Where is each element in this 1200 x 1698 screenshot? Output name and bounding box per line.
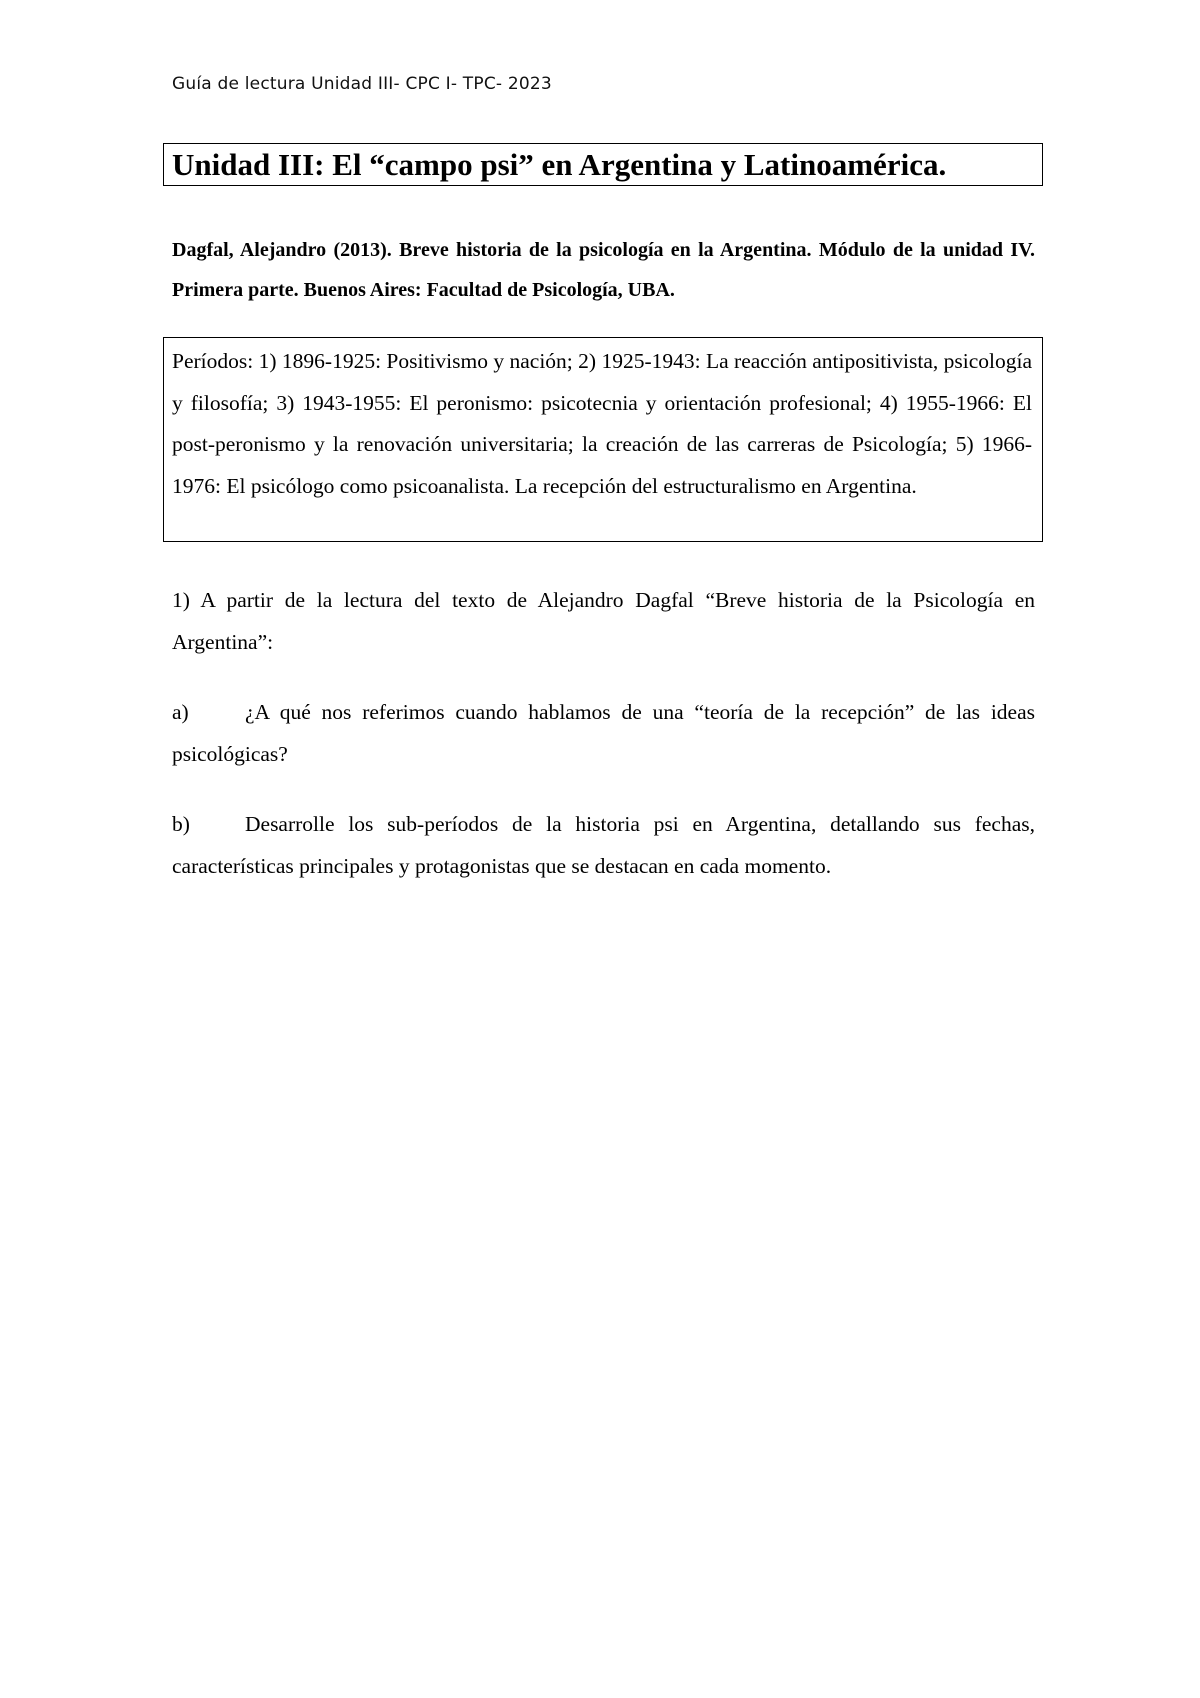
question-1: 1) A partir de la lectura del texto de Alejandro Dagfal “Breve historia de la Psicología en Argentina”:: [172, 588, 1035, 654]
bibliographic-reference: Dagfal, Alejandro (2013). Breve historia de la psicología en la Argentina. Módulo de la unidad IV. Primera parte. Buenos Aires: Facultad de Psicología, UBA.: [172, 239, 1035, 301]
unit-title: Unidad III: El “campo psi” en Argentina y Latinoamérica.: [172, 147, 947, 182]
periods-text: Períodos: 1) 1896-1925: Positivismo y nación; 2) 1925-1943: La reacción antipositivista, psicología y filosofía; 3) 1943-1955: El peronismo: psicotecnia y orientación profesional; 4) 1955-1966: El post-peronismo y la renovación universitaria; la creación de las carreras de Psicología; 5) 1966-1976: El psicólogo como psicoanalista. La recepción del estructuralismo en Argentina.: [172, 349, 1032, 498]
question-a-marker: a): [172, 700, 189, 724]
periods-box: [163, 337, 1043, 542]
question-b: [172, 803, 1035, 887]
question-b-marker: b): [172, 812, 190, 836]
running-header: Guía de lectura Unidad III- CPC I- TPC- 2023: [172, 74, 552, 94]
question-b-text: Desarrolle los sub-períodos de la historia psi en Argentina, detallando sus fechas, características principales y protagonistas que se destacan en cada momento.: [172, 812, 1035, 878]
question-a-text: ¿A qué nos referimos cuando hablamos de una “teoría de la recepción” de las ideas psicológicas?: [172, 700, 1035, 766]
unit-title-box: [163, 143, 1043, 186]
question-a: [172, 691, 1035, 775]
